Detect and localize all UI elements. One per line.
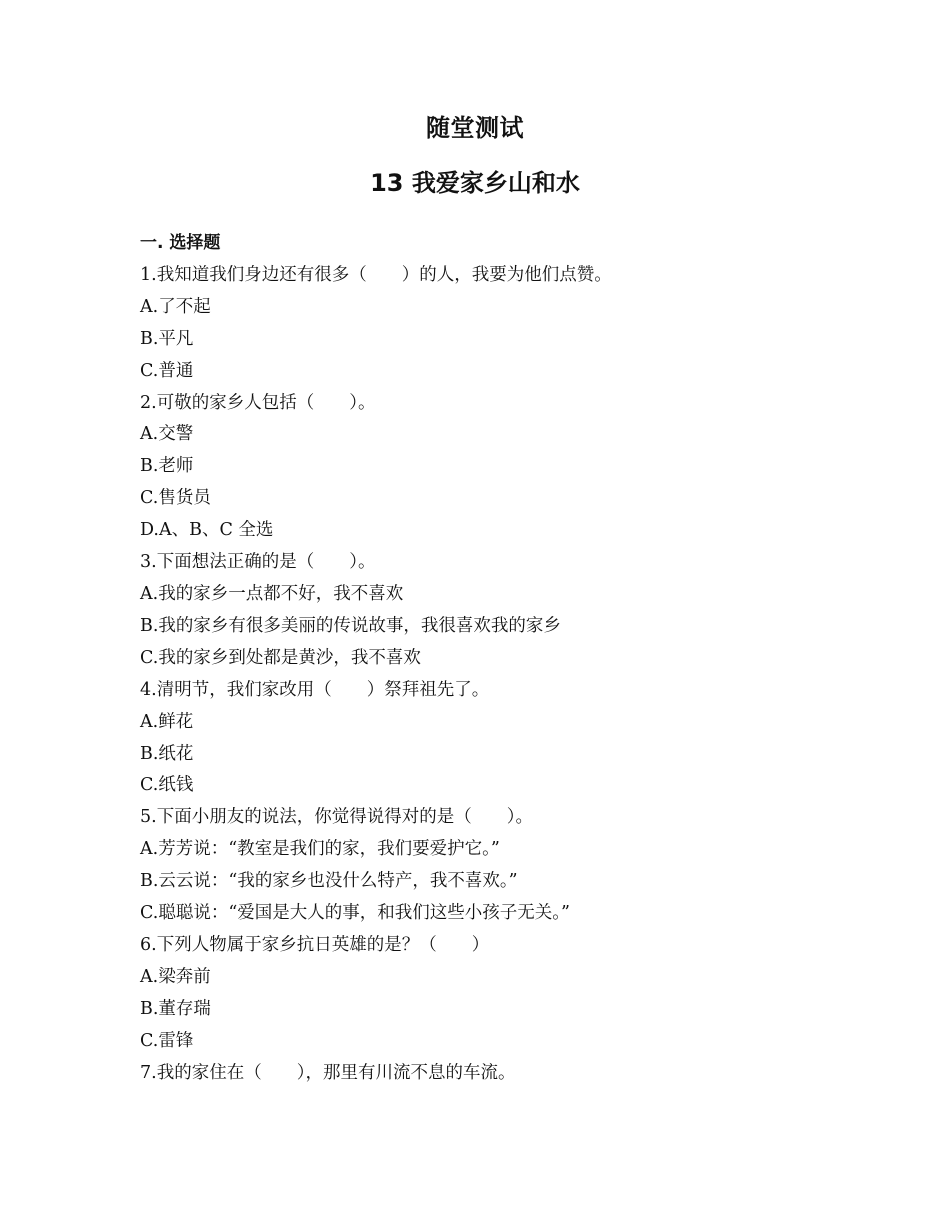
- question-7: [140, 1058, 840, 1090]
- question-1-option-b: B.平凡: [140, 328, 194, 349]
- question-4-stem: 4.清明节，我们家改用（ ）祭拜祖先了。: [140, 679, 490, 700]
- question-3: [140, 547, 840, 675]
- question-2-stem: 2.可敬的家乡人包括（ ）。: [140, 392, 376, 413]
- question-4-option-c: C.纸钱: [140, 775, 194, 796]
- question-7-stem: 7.我的家住在（ ），那里有川流不息的车流。: [140, 1062, 516, 1083]
- question-5-option-b: B.云云说：“我的家乡也没什么特产，我不喜欢。”: [140, 871, 518, 892]
- question-3-option-c: C.我的家乡到处都是黄沙，我不喜欢: [140, 647, 421, 668]
- question-3-option-b: B.我的家乡有很多美丽的传说故事，我很喜欢我的家乡: [140, 615, 561, 636]
- question-5-option-a: A.芳芳说：“教室是我们的家，我们要爱护它。”: [140, 839, 500, 860]
- question-5: [140, 802, 840, 930]
- question-2: [140, 388, 840, 548]
- question-4-option-a: A.鲜花: [140, 711, 194, 732]
- question-2-option-c: C.售货员: [140, 488, 211, 509]
- question-6-option-c: C.雷锋: [140, 1030, 194, 1051]
- question-3-option-a: A.我的家乡一点都不好，我不喜欢: [140, 583, 404, 604]
- question-1: [140, 260, 840, 388]
- question-4-option-b: B.纸花: [140, 743, 194, 764]
- question-5-stem: 5.下面小朋友的说法，你觉得说得对的是（ ）。: [140, 807, 533, 828]
- question-6-option-b: B.董存瑞: [140, 998, 211, 1019]
- page-title: 随堂测试: [426, 114, 524, 142]
- question-6-stem: 6.下列人物属于家乡抗日英雄的是？（ ）: [140, 934, 490, 955]
- question-1-option-c: C.普通: [140, 360, 194, 381]
- question-1-stem: 1.我知道我们身边还有很多（ ）的人，我要为他们点赞。: [140, 264, 612, 285]
- question-6: [140, 930, 840, 1058]
- question-2-option-b: B.老师: [140, 456, 194, 477]
- question-2-option-a: A.交警: [140, 424, 194, 445]
- section-heading: 一. 选择题: [140, 233, 221, 253]
- question-2-option-d: D.A、B、C 全选: [140, 520, 274, 541]
- question-1-option-a: A.了不起: [140, 296, 211, 317]
- quiz-content: [140, 228, 840, 1089]
- question-5-option-c: C.聪聪说：“爱国是大人的事，和我们这些小孩子无关。”: [140, 903, 570, 924]
- question-4: [140, 675, 840, 803]
- question-6-option-a: A.梁奔前: [140, 966, 211, 987]
- lesson-title: 13 我爱家乡山和水: [370, 169, 580, 197]
- question-3-stem: 3.下面想法正确的是（ ）。: [140, 552, 376, 573]
